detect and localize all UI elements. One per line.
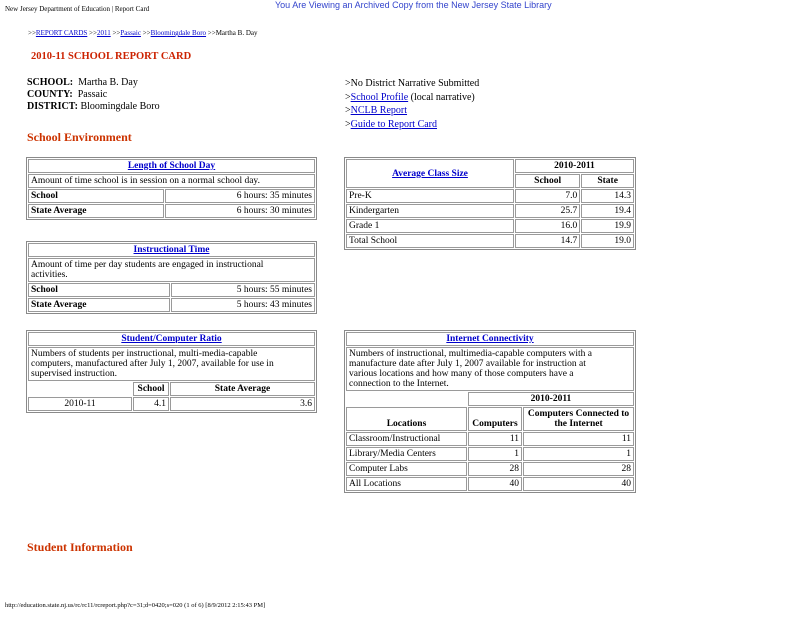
nclb-report-link[interactable]: NCLB Report — [350, 105, 408, 116]
row-value: 5 hours: 43 minutes — [171, 298, 315, 312]
row-label: State Average — [28, 298, 170, 312]
link-prefix: > — [345, 118, 351, 130]
length-of-day-desc: Amount of time school is in session on a normal school day. — [28, 174, 315, 188]
breadcrumb-separator: >> — [112, 29, 121, 37]
narrative-note: >No District Narrative Submitted — [345, 78, 480, 89]
breadcrumb-separator: >> — [142, 29, 151, 37]
breadcrumb-separator: >> — [28, 29, 36, 37]
row-state: 3.6 — [170, 397, 315, 411]
row-location: All Locations — [346, 477, 467, 491]
row-state: 19.9 — [581, 219, 634, 233]
table-row — [346, 204, 634, 218]
table-row — [346, 447, 634, 461]
computer-ratio-table — [26, 330, 317, 413]
row-computers: 1 — [468, 447, 522, 461]
row-value: 6 hours: 35 minutes — [165, 189, 315, 203]
row-computers: 28 — [468, 462, 522, 476]
col-connected: Computers Connected to the Internet — [523, 407, 634, 431]
archived-banner: You Are Viewing an Archived Copy from the New Jersey State Library — [275, 0, 552, 10]
breadcrumb-current: Martha B. Day — [215, 29, 258, 37]
empty-cell — [28, 382, 132, 396]
row-location: Classroom/Instructional — [346, 432, 467, 446]
school-name: Martha B. Day — [78, 77, 138, 88]
county-name: Passaic — [77, 89, 108, 100]
breadcrumb-separator: >> — [89, 29, 97, 37]
link-prefix: > — [345, 91, 351, 103]
table-row — [346, 219, 634, 233]
row-label: Grade 1 — [346, 219, 514, 233]
row-label: Total School — [346, 234, 514, 248]
row-school: 16.0 — [515, 219, 580, 233]
school-profile-link[interactable]: School Profile — [350, 91, 409, 103]
breadcrumb-district[interactable]: Bloomingdale Boro — [150, 29, 207, 37]
internet-year: 2010-2011 — [468, 392, 634, 406]
row-label: School — [28, 189, 164, 203]
col-school: School — [515, 174, 580, 188]
row-school: 7.0 — [515, 189, 580, 203]
row-label: Kindergarten — [346, 204, 514, 218]
row-label: Pre-K — [346, 189, 514, 203]
row-connected: 1 — [523, 447, 634, 461]
table-row — [346, 189, 634, 203]
row-computers: 11 — [468, 432, 522, 446]
profile-suffix: (local narrative) — [408, 91, 475, 103]
internet-connectivity-table — [344, 330, 636, 493]
class-size-table — [344, 157, 636, 250]
col-school: School — [133, 382, 169, 396]
col-state: State — [581, 174, 634, 188]
district-name: Bloomingdale Boro — [80, 101, 160, 112]
internet-connectivity-title[interactable]: Internet Connectivity — [446, 334, 534, 344]
row-school: 4.1 — [133, 397, 169, 411]
school-info — [27, 77, 327, 113]
instructional-time-desc: Amount of time per day students are engaged in instructional activities. — [28, 258, 315, 282]
table-row — [346, 462, 634, 476]
row-year: 2010-11 — [28, 397, 132, 411]
length-of-day-title[interactable]: Length of School Day — [127, 161, 216, 171]
table-row — [28, 283, 315, 297]
computer-ratio-desc: Numbers of students per instructional, multi-media-capable computers, manufactured after July 1, 2007, available for use in supervised instruction. — [28, 347, 315, 381]
instructional-time-table — [26, 241, 317, 314]
col-computers: Computers — [468, 407, 522, 431]
row-connected: 28 — [523, 462, 634, 476]
length-of-day-table — [26, 157, 317, 220]
row-label: School — [28, 283, 170, 297]
link-prefix: > — [345, 105, 351, 116]
breadcrumb-separator: >> — [207, 29, 216, 37]
row-computers: 40 — [468, 477, 522, 491]
guide-link[interactable]: Guide to Report Card — [350, 118, 438, 130]
section-student-information: Student Information — [27, 540, 133, 554]
table-row — [28, 397, 315, 411]
table-row — [346, 234, 634, 248]
page-header-label: New Jersey Department of Education | Report Card — [5, 5, 150, 13]
table-row — [28, 298, 315, 312]
breadcrumb — [28, 29, 258, 37]
breadcrumb-year[interactable]: 2011 — [96, 29, 111, 37]
table-row — [28, 189, 315, 203]
county-label: COUNTY: — [27, 89, 73, 100]
page-title: 2010-11 SCHOOL REPORT CARD — [31, 51, 192, 62]
row-connected: 11 — [523, 432, 634, 446]
page-footer-url: http://education.state.nj.us/rc/rc11/rcreport.php?c=31;d=0420;s=020 (1 of 6) [8/9/2012 2:15:43 PM] — [5, 602, 266, 609]
row-school: 25.7 — [515, 204, 580, 218]
row-location: Library/Media Centers — [346, 447, 467, 461]
class-size-year: 2010-2011 — [515, 159, 634, 173]
col-state-average: State Average — [170, 382, 315, 396]
row-state: 19.4 — [581, 204, 634, 218]
col-locations: Locations — [346, 407, 467, 431]
row-state: 14.3 — [581, 189, 634, 203]
breadcrumb-report-cards[interactable]: REPORT CARDS — [35, 29, 88, 37]
row-value: 5 hours: 55 minutes — [171, 283, 315, 297]
report-links — [345, 77, 645, 131]
row-state: 19.0 — [581, 234, 634, 248]
row-value: 6 hours: 30 minutes — [165, 204, 315, 218]
school-label: SCHOOL: — [27, 77, 74, 88]
section-school-environment: School Environment — [27, 130, 132, 144]
row-connected: 40 — [523, 477, 634, 491]
breadcrumb-county[interactable]: Passaic — [120, 29, 141, 37]
district-label: DISTRICT: — [27, 101, 78, 112]
row-location: Computer Labs — [346, 462, 467, 476]
internet-connectivity-desc: Numbers of instructional, multimedia-capable computers with a manufacture date after July 1, 2007 available for instruction at various locations and how many of those computers have a connection to the Internet. — [346, 347, 634, 391]
table-row — [28, 204, 315, 218]
class-size-title[interactable]: Average Class Size — [392, 168, 468, 179]
instructional-time-title[interactable]: Instructional Time — [133, 245, 210, 255]
row-label: State Average — [28, 204, 164, 218]
table-row — [346, 432, 634, 446]
table-row — [346, 477, 634, 491]
empty-cell — [346, 392, 467, 406]
row-school: 14.7 — [515, 234, 580, 248]
computer-ratio-title[interactable]: Student/Computer Ratio — [121, 334, 222, 344]
